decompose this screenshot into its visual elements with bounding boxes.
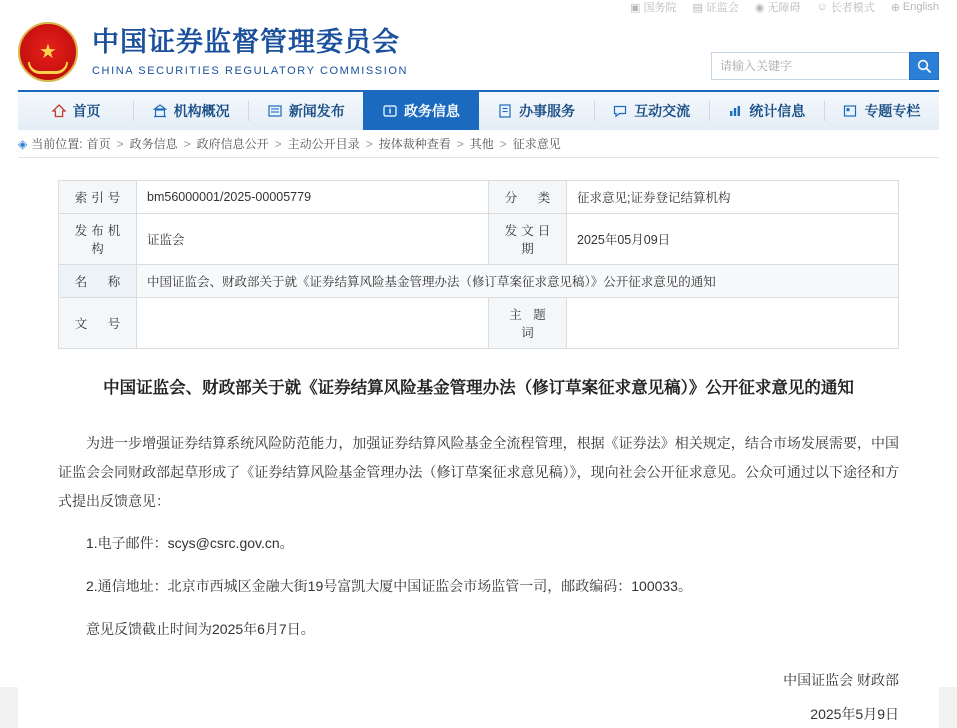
- meta-label-date: 发文日期: [489, 214, 567, 265]
- breadcrumb-separator: >: [275, 137, 282, 151]
- nav-item-home[interactable]: [18, 92, 133, 130]
- site-title-cn: 中国证券监督管理委员会: [92, 27, 408, 58]
- nav-label: 专题专栏: [864, 101, 920, 121]
- topbar-item-3[interactable]: [816, 0, 874, 15]
- top-utility-bar: [0, 0, 957, 14]
- meta-value-docnum: [137, 298, 489, 349]
- nav-label: 首页: [73, 101, 101, 121]
- service-icon: [497, 103, 513, 119]
- nav-item-news[interactable]: [248, 92, 363, 130]
- topbar-label: 无障碍: [767, 0, 800, 15]
- meta-label-category: 分 类: [489, 181, 567, 214]
- meta-label-docnum: 文 号: [59, 298, 137, 349]
- breadcrumb-separator: >: [184, 137, 191, 151]
- breadcrumb-separator: >: [366, 137, 373, 151]
- table-row: [59, 298, 899, 349]
- info-icon: [382, 103, 398, 119]
- topbar-item-1[interactable]: [692, 0, 738, 15]
- national-emblem: [18, 22, 78, 82]
- meta-label-index: 索引号: [59, 181, 137, 214]
- elder-icon: ☺: [816, 1, 827, 13]
- metadata-table: [58, 180, 899, 349]
- breadcrumb-separator: >: [500, 137, 507, 151]
- table-row: [59, 265, 899, 298]
- nav-label: 政务信息: [404, 101, 460, 121]
- topbar-label: 证监会: [706, 0, 739, 15]
- site-title-block: [92, 27, 408, 76]
- nav-label: 新闻发布: [289, 101, 345, 121]
- meta-label-name: 名 称: [59, 265, 137, 298]
- paragraph-3: 意见反馈截止时间为2025年6月7日。: [58, 615, 899, 644]
- document-body: [58, 429, 899, 643]
- breadcrumb-item-3[interactable]: 主动公开目录: [288, 135, 360, 152]
- nav-item-services[interactable]: [479, 92, 594, 130]
- paragraph-1: 1.电子邮件：scys@csrc.gov.cn。: [58, 529, 899, 558]
- topbar-item-2[interactable]: [755, 0, 801, 15]
- search-input[interactable]: [711, 52, 909, 80]
- search-icon: [916, 58, 932, 74]
- main-nav: [18, 90, 939, 130]
- nav-item-government-info[interactable]: [363, 92, 478, 130]
- site-header: [0, 14, 957, 90]
- breadcrumb-item-2[interactable]: 政府信息公开: [197, 135, 269, 152]
- table-row: [59, 214, 899, 265]
- topbar-item-0[interactable]: [630, 0, 676, 15]
- meta-value-keywords: [567, 298, 899, 349]
- building-icon: [152, 103, 168, 119]
- topbar-label: 长者模式: [831, 0, 875, 15]
- meta-value-publisher: 证监会: [137, 214, 489, 265]
- meta-value-category: 征求意见;证券登记结算机构: [567, 181, 899, 214]
- nav-label: 互动交流: [634, 101, 690, 121]
- search-box: [711, 52, 939, 80]
- nav-item-interaction[interactable]: [594, 92, 709, 130]
- meta-label-publisher: 发布机构: [59, 214, 137, 265]
- breadcrumb-item-current: 征求意见: [513, 135, 561, 152]
- topbar-label: 国务院: [643, 0, 676, 15]
- location-icon: ◈: [18, 137, 27, 151]
- breadcrumb-item-0[interactable]: 首页: [87, 135, 111, 152]
- topbar-item-4[interactable]: [891, 1, 939, 14]
- topbar-label: English: [903, 1, 939, 13]
- site-icon: ▤: [692, 1, 702, 14]
- content-card: [18, 158, 939, 728]
- nav-label: 办事服务: [519, 101, 575, 121]
- breadcrumb-separator: >: [457, 137, 464, 151]
- breadcrumb: [18, 130, 939, 158]
- nav-item-columns[interactable]: [824, 92, 939, 130]
- meta-value-date: 2025年05月09日: [567, 214, 899, 265]
- document-title: 中国证监会、财政部关于就《证券结算风险基金管理办法（修订草案征求意见稿）》公开征求意见的通知: [58, 375, 899, 401]
- column-icon: [842, 103, 858, 119]
- chat-icon: [612, 103, 628, 119]
- signature-date: 2025年5月9日: [58, 700, 899, 728]
- star-icon: ★: [39, 42, 57, 62]
- breadcrumb-prefix: 当前位置:: [31, 135, 82, 152]
- paragraph-0: 为进一步增强证券结算系统风险防范能力，加强证券结算风险基金全流程管理，根据《证券法》相关规定，结合市场发展需要，中国证监会会同财政部起草形成了《证券结算风险基金管理办法（修订草案征求意见稿）》，现向社会公开征求意见。公众可通过以下途径和方式提出反馈意见：: [58, 429, 899, 515]
- nav-label: 统计信息: [749, 101, 805, 121]
- news-icon: [267, 103, 283, 119]
- breadcrumb-item-5[interactable]: 其他: [470, 135, 494, 152]
- breadcrumb-item-4[interactable]: 按体裁种查看: [379, 135, 451, 152]
- meta-label-keywords: 主 题 词: [489, 298, 567, 349]
- breadcrumb-item-1[interactable]: 政务信息: [130, 135, 178, 152]
- chart-icon: [727, 103, 743, 119]
- nav-label: 机构概况: [174, 101, 230, 121]
- site-title-en: CHINA SECURITIES REGULATORY COMMISSION: [92, 65, 408, 77]
- emblem-sheaf: [28, 62, 68, 74]
- meta-value-index: bm56000001/2025-00005779: [137, 181, 489, 214]
- signature-issuer: 中国证监会 财政部: [58, 666, 899, 694]
- table-row: [59, 181, 899, 214]
- accessibility-icon: ◉: [755, 1, 765, 14]
- gov-icon: ▣: [630, 1, 640, 14]
- meta-value-name: 中国证监会、财政部关于就《证券结算风险基金管理办法（修订草案征求意见稿）》公开征求意见的通知: [137, 265, 899, 298]
- globe-icon: ⊕: [891, 1, 900, 14]
- nav-item-statistics[interactable]: [709, 92, 824, 130]
- home-icon: [51, 103, 67, 119]
- breadcrumb-separator: >: [117, 137, 124, 151]
- document-signature-block: [58, 666, 899, 728]
- nav-item-overview[interactable]: [133, 92, 248, 130]
- search-button[interactable]: [909, 52, 939, 80]
- paragraph-2: 2.通信地址：北京市西城区金融大街19号富凯大厦中国证监会市场监管一司，邮政编码：100033。: [58, 572, 899, 601]
